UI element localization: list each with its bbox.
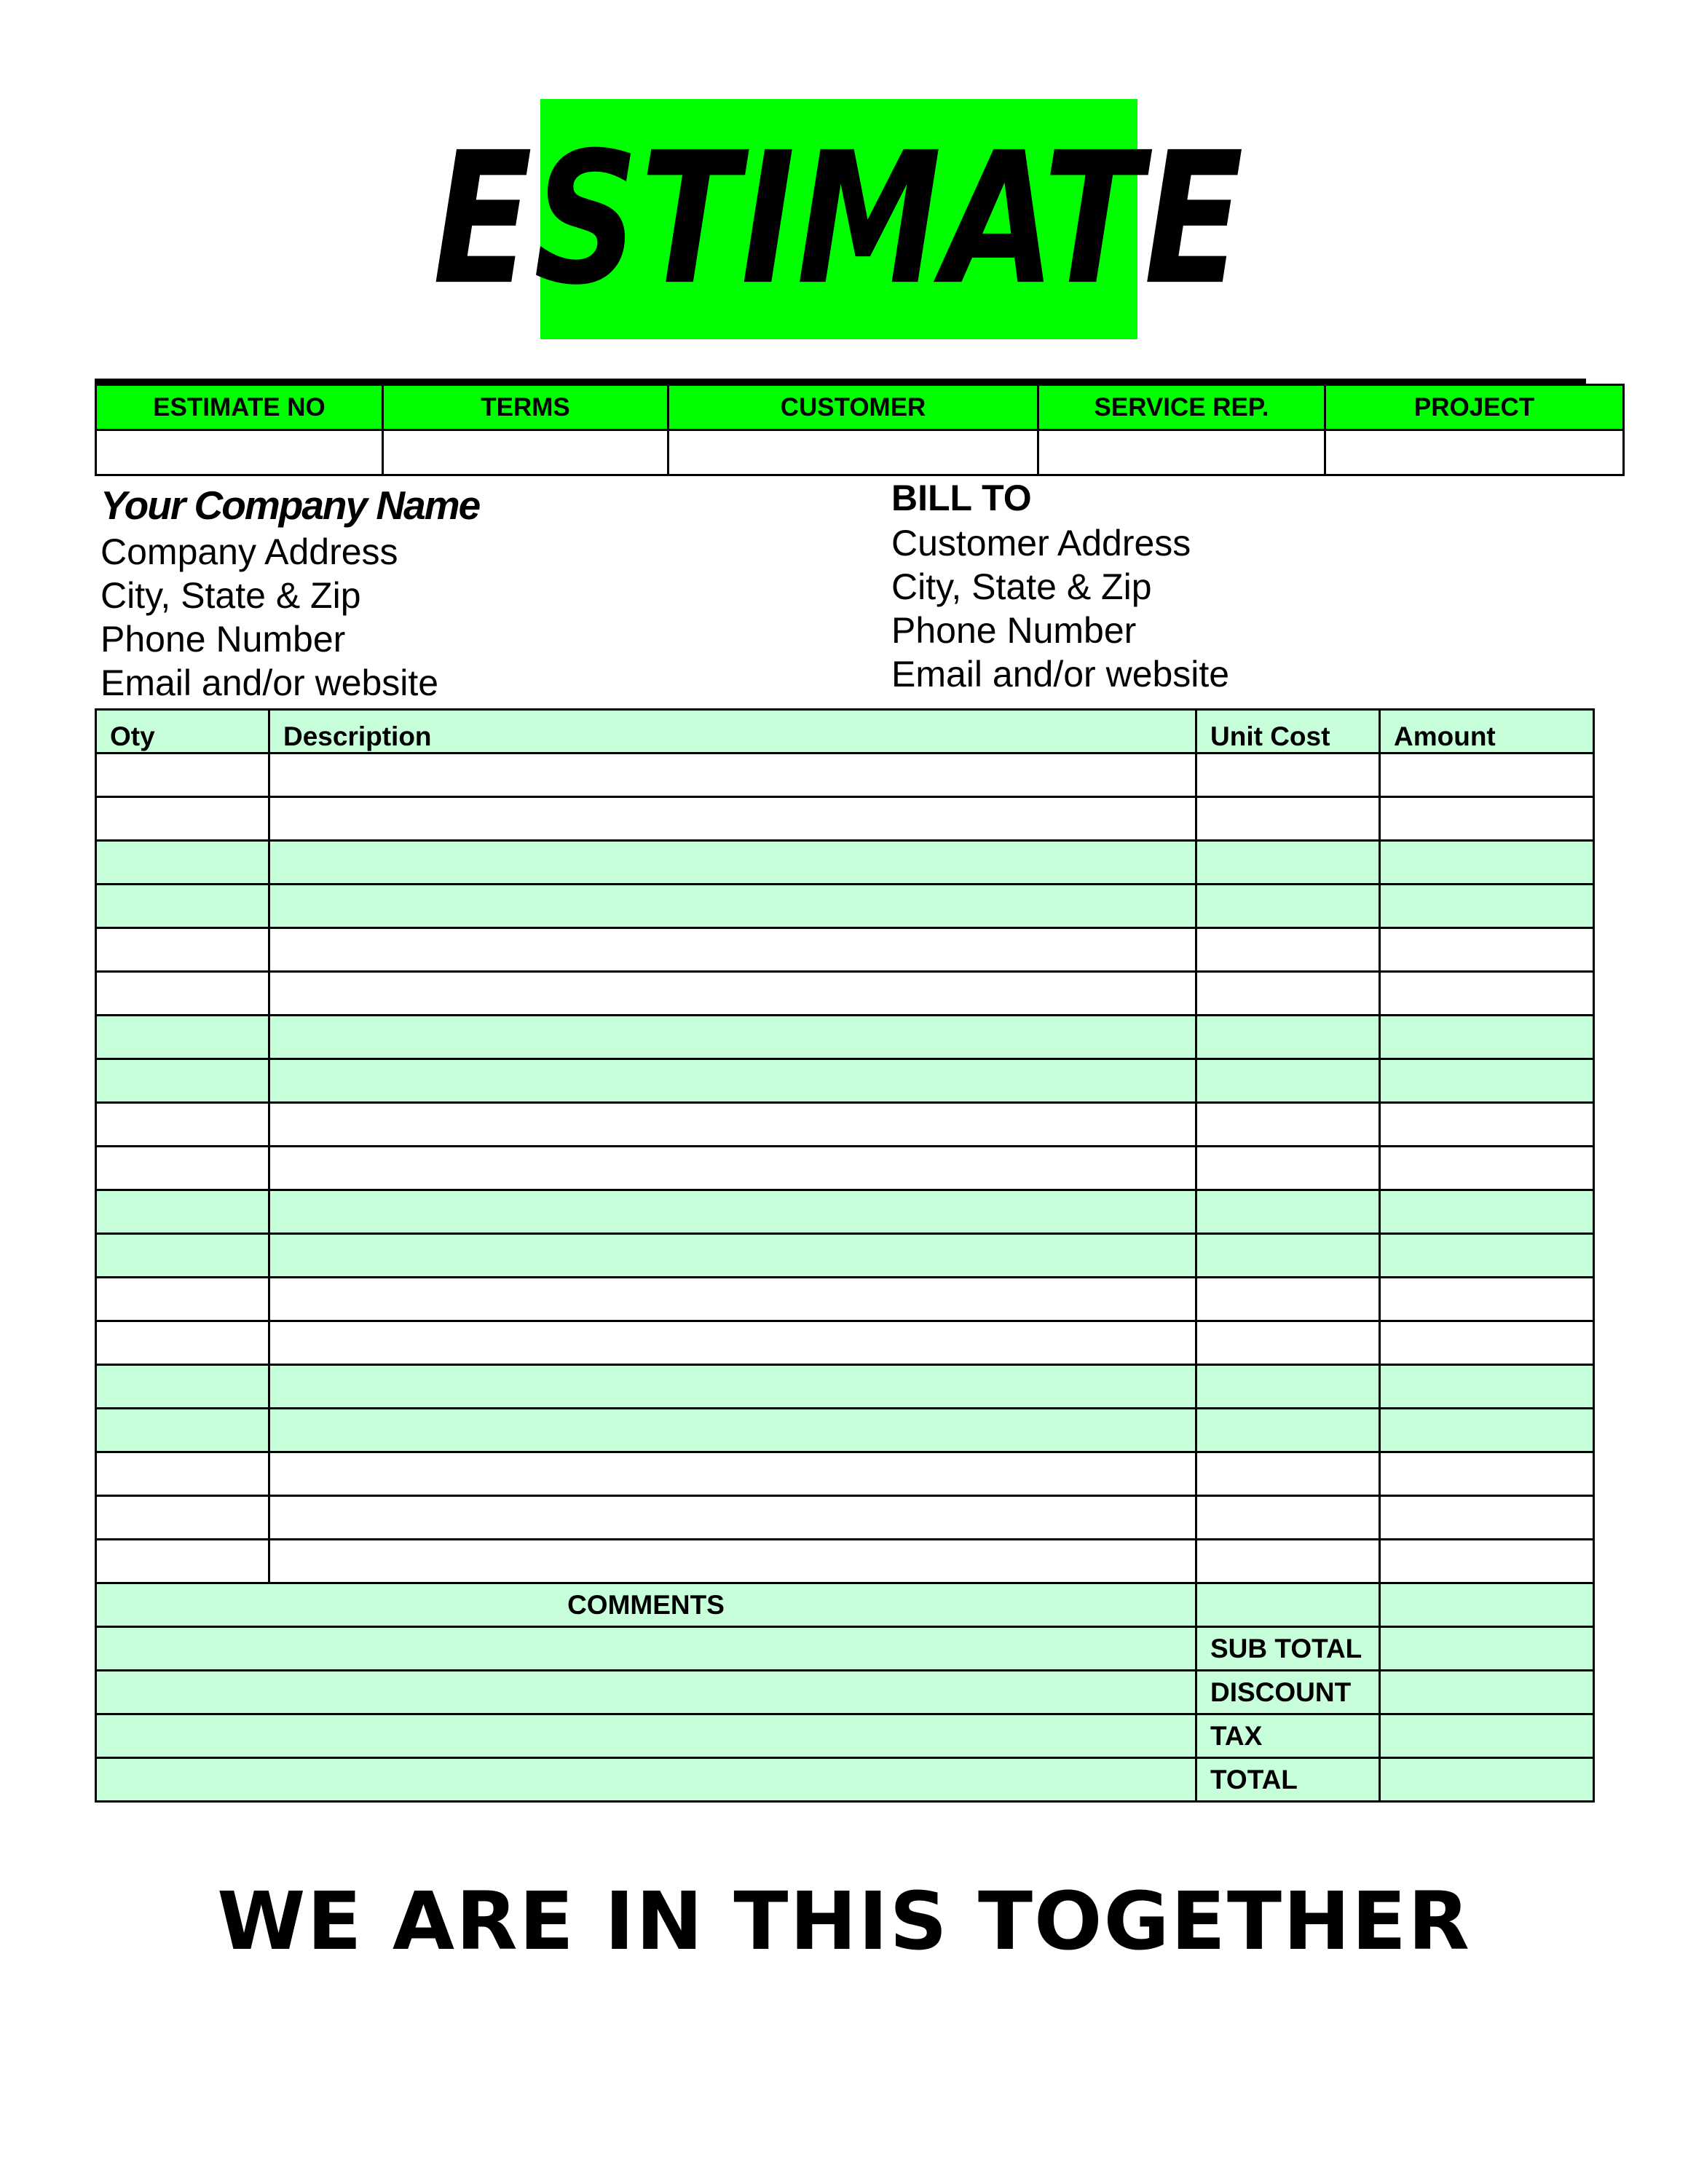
customer-phone: Phone Number — [891, 610, 1137, 651]
customer-email-website: Email and/or website — [891, 654, 1230, 695]
unit-cost-cell[interactable] — [1196, 1452, 1380, 1496]
unit-cost-cell[interactable] — [1196, 1540, 1380, 1583]
qty-header: Oty — [96, 710, 269, 753]
unit-cost-cell[interactable] — [1196, 1147, 1380, 1190]
amount-cell[interactable] — [1380, 1452, 1594, 1496]
qty-cell[interactable] — [96, 1452, 269, 1496]
unit-cost-cell[interactable] — [1196, 753, 1380, 797]
qty-cell[interactable] — [96, 972, 269, 1016]
document-title: ESTIMATE — [433, 113, 1245, 325]
comments-line[interactable] — [96, 1627, 1196, 1671]
unit-cost-cell[interactable] — [1196, 841, 1380, 885]
table-row — [96, 1540, 1594, 1583]
amount-cell[interactable] — [1380, 1016, 1594, 1059]
table-row — [96, 1409, 1594, 1452]
company-block — [100, 480, 829, 705]
amount-cell[interactable] — [1380, 1103, 1594, 1147]
items-header-row — [96, 710, 1594, 753]
customer-city-state-zip: City, State & Zip — [891, 566, 1152, 607]
qty-cell[interactable] — [96, 1409, 269, 1452]
amount-cell[interactable] — [1380, 1234, 1594, 1278]
discount-row — [96, 1671, 1594, 1714]
qty-cell[interactable] — [96, 1103, 269, 1147]
tax-label: TAX — [1196, 1714, 1380, 1758]
subtotal-label: SUB TOTAL — [1196, 1627, 1380, 1671]
description-cell[interactable] — [269, 841, 1196, 885]
table-row — [96, 1059, 1594, 1103]
info-header-row — [96, 385, 1624, 430]
company-name: Your Company Name — [100, 483, 480, 528]
header-rule — [95, 379, 1586, 384]
description-cell[interactable] — [269, 1147, 1196, 1190]
service-rep-field[interactable] — [1038, 430, 1325, 475]
subtotal-row — [96, 1627, 1594, 1671]
comments-line[interactable] — [96, 1714, 1196, 1758]
qty-cell[interactable] — [96, 1190, 269, 1234]
description-cell[interactable] — [269, 885, 1196, 928]
qty-cell[interactable] — [96, 797, 269, 841]
table-row — [96, 972, 1594, 1016]
description-cell[interactable] — [269, 1190, 1196, 1234]
qty-cell[interactable] — [96, 1016, 269, 1059]
amount-cell[interactable] — [1380, 928, 1594, 972]
qty-cell[interactable] — [96, 1147, 269, 1190]
amount-cell[interactable] — [1380, 1321, 1594, 1365]
qty-cell[interactable] — [96, 1059, 269, 1103]
bill-to-title: BILL TO — [891, 478, 1032, 518]
comments-line[interactable] — [96, 1671, 1196, 1714]
qty-cell[interactable] — [96, 1278, 269, 1321]
description-cell[interactable] — [269, 1016, 1196, 1059]
table-row — [96, 928, 1594, 972]
table-row — [96, 1452, 1594, 1496]
customer-address: Customer Address — [891, 523, 1191, 563]
table-row — [96, 1496, 1594, 1540]
project-header: PROJECT — [1325, 385, 1624, 430]
estimate-no-header: ESTIMATE NO — [96, 385, 383, 430]
description-cell[interactable] — [269, 797, 1196, 841]
qty-cell[interactable] — [96, 1321, 269, 1365]
description-cell[interactable] — [269, 1234, 1196, 1278]
comments-label: COMMENTS — [96, 1583, 1196, 1627]
table-row — [96, 1190, 1594, 1234]
amount-cell[interactable] — [1380, 1278, 1594, 1321]
description-cell[interactable] — [269, 1278, 1196, 1321]
comments-row — [96, 1583, 1594, 1627]
info-value-row — [96, 430, 1624, 475]
footer-slogan: WE ARE IN THIS TOGETHER — [217, 1875, 1471, 1968]
qty-cell[interactable] — [96, 1234, 269, 1278]
description-cell[interactable] — [269, 1452, 1196, 1496]
unit-cost-cell[interactable] — [1196, 1278, 1380, 1321]
amount-cell[interactable] — [1380, 797, 1594, 841]
total-row — [96, 1758, 1594, 1802]
qty-cell[interactable] — [96, 1540, 269, 1583]
description-cell[interactable] — [269, 928, 1196, 972]
estimate-info-table — [95, 384, 1625, 476]
tax-value[interactable] — [1380, 1714, 1594, 1758]
table-row — [96, 1278, 1594, 1321]
qty-cell[interactable] — [96, 885, 269, 928]
qty-cell[interactable] — [96, 753, 269, 797]
qty-cell[interactable] — [96, 841, 269, 885]
customer-header: CUSTOMER — [669, 385, 1038, 430]
amount-cell[interactable] — [1380, 1147, 1594, 1190]
company-address: Company Address — [100, 531, 398, 572]
description-header: Description — [269, 710, 1196, 753]
amount-cell[interactable] — [1380, 972, 1594, 1016]
qty-cell[interactable] — [96, 1365, 269, 1409]
customer-field[interactable] — [669, 430, 1038, 475]
description-cell[interactable] — [269, 1321, 1196, 1365]
table-row — [96, 1147, 1594, 1190]
description-cell[interactable] — [269, 1540, 1196, 1583]
total-value[interactable] — [1380, 1758, 1594, 1802]
amount-cell[interactable] — [1380, 1496, 1594, 1540]
table-row — [96, 1234, 1594, 1278]
amount-cell[interactable] — [1380, 1190, 1594, 1234]
unit-cost-cell[interactable] — [1196, 1321, 1380, 1365]
amount-cell[interactable] — [1380, 1365, 1594, 1409]
qty-cell[interactable] — [96, 1496, 269, 1540]
service-rep-header: SERVICE REP. — [1038, 385, 1325, 430]
total-label: TOTAL — [1196, 1758, 1380, 1802]
table-row — [96, 841, 1594, 885]
subtotal-value[interactable] — [1380, 1627, 1594, 1671]
summary-blank-cell — [1196, 1583, 1380, 1627]
unit-cost-cell[interactable] — [1196, 1190, 1380, 1234]
table-row — [96, 1103, 1594, 1147]
unit-cost-cell[interactable] — [1196, 1059, 1380, 1103]
description-cell[interactable] — [269, 1059, 1196, 1103]
description-cell[interactable] — [269, 1409, 1196, 1452]
summary-blank-value — [1380, 1583, 1594, 1627]
estimate-no-field[interactable] — [96, 430, 383, 475]
bill-to-block — [891, 475, 1590, 696]
unit-cost-cell[interactable] — [1196, 1103, 1380, 1147]
unit-cost-cell[interactable] — [1196, 1496, 1380, 1540]
amount-cell[interactable] — [1380, 753, 1594, 797]
unit-cost-cell[interactable] — [1196, 928, 1380, 972]
company-phone: Phone Number — [100, 619, 346, 660]
unit-cost-cell[interactable] — [1196, 1234, 1380, 1278]
amount-cell[interactable] — [1380, 1540, 1594, 1583]
discount-label: DISCOUNT — [1196, 1671, 1380, 1714]
unit-cost-header: Unit Cost — [1196, 710, 1380, 753]
amount-header: Amount — [1380, 710, 1594, 753]
terms-header: TERMS — [383, 385, 669, 430]
description-cell[interactable] — [269, 972, 1196, 1016]
table-row — [96, 797, 1594, 841]
unit-cost-cell[interactable] — [1196, 797, 1380, 841]
table-row — [96, 1365, 1594, 1409]
unit-cost-cell[interactable] — [1196, 972, 1380, 1016]
line-items-table — [95, 708, 1595, 1803]
unit-cost-cell[interactable] — [1196, 1365, 1380, 1409]
table-row — [96, 1321, 1594, 1365]
description-cell[interactable] — [269, 753, 1196, 797]
qty-cell[interactable] — [96, 928, 269, 972]
discount-value[interactable] — [1380, 1671, 1594, 1714]
description-cell[interactable] — [269, 1496, 1196, 1540]
unit-cost-cell[interactable] — [1196, 885, 1380, 928]
project-field[interactable] — [1325, 430, 1624, 475]
description-cell[interactable] — [269, 1365, 1196, 1409]
comments-line[interactable] — [96, 1758, 1196, 1802]
table-row — [96, 885, 1594, 928]
company-city-state-zip: City, State & Zip — [100, 575, 361, 616]
terms-field[interactable] — [383, 430, 669, 475]
amount-cell[interactable] — [1380, 885, 1594, 928]
amount-cell[interactable] — [1380, 841, 1594, 885]
unit-cost-cell[interactable] — [1196, 1409, 1380, 1452]
amount-cell[interactable] — [1380, 1059, 1594, 1103]
title-banner — [433, 99, 1245, 339]
company-email-website: Email and/or website — [100, 662, 439, 703]
tax-row — [96, 1714, 1594, 1758]
description-cell[interactable] — [269, 1103, 1196, 1147]
unit-cost-cell[interactable] — [1196, 1016, 1380, 1059]
amount-cell[interactable] — [1380, 1409, 1594, 1452]
table-row — [96, 753, 1594, 797]
table-row — [96, 1016, 1594, 1059]
